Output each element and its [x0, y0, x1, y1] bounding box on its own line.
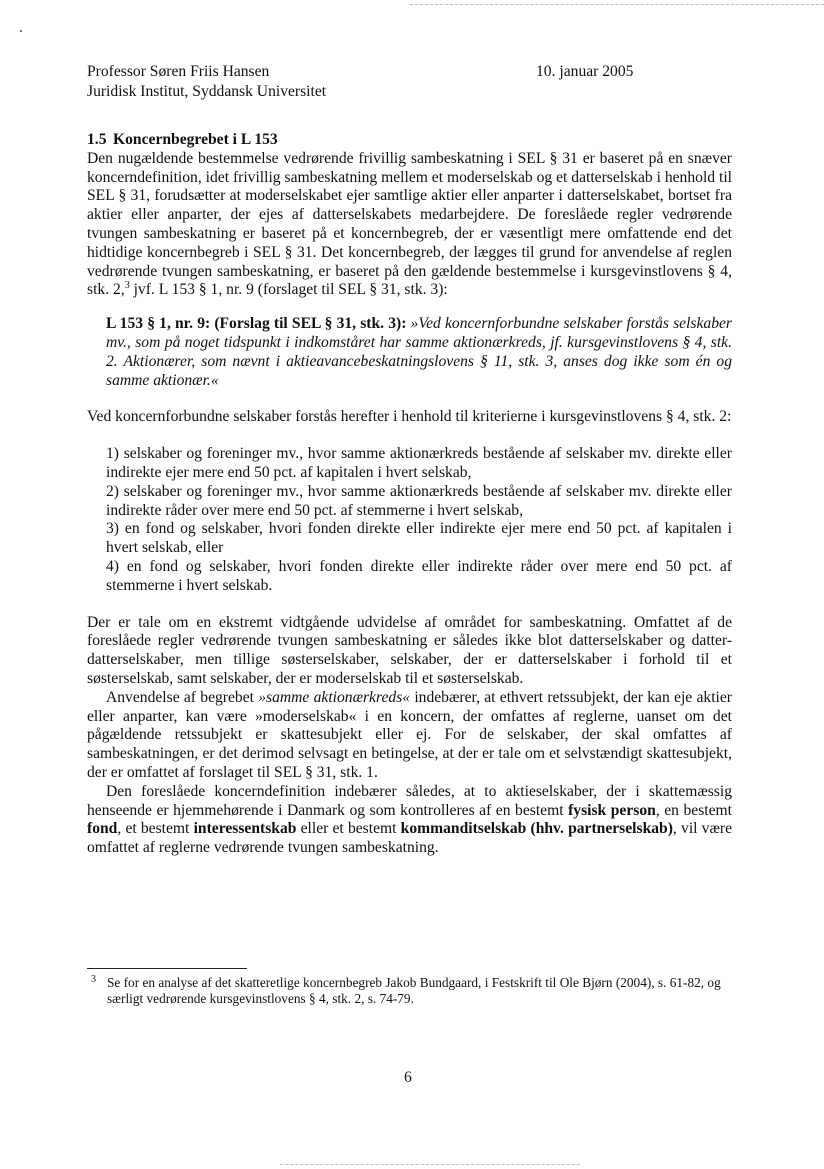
section-title: Koncernbegrebet i L 153 — [113, 131, 278, 148]
criteria-intro: Ved koncernforbundne selskaber forstås herefter i henhold til kriterierne i kursgevinstlovens § 4, stk. 2: — [87, 408, 732, 426]
legal-quote — [106, 315, 732, 390]
para3-text: , vil være omfattet af reglerne vedrørende tvungen sambeskatning. — [87, 820, 732, 857]
term-kommanditselskab: kommanditselskab (hhv. partnerselskab) — [400, 820, 673, 838]
section-heading — [87, 131, 732, 150]
list-item: 3) en fond og selskaber, hvori fonden direkte eller indirekte ejer mere end 50 pct. af kapitalen i hvert selskab, eller — [106, 520, 732, 557]
list-item: 4) en fond og selskaber, hvori fonden direkte eller indirekte råder over mere end 50 pct. af stemmerne i hvert selskab. — [106, 557, 732, 594]
page-number: 6 — [404, 1069, 412, 1086]
author-name: Professor Søren Friis Hansen — [87, 63, 270, 80]
paragraph-definition — [87, 783, 732, 858]
term-fysisk-person: fysisk person — [568, 801, 656, 819]
section-number: 1.5 — [87, 131, 107, 148]
para3-text: , en bestemt — [655, 801, 732, 819]
para3-text: , et bestemt — [117, 820, 194, 838]
scan-edge-top — [410, 4, 824, 5]
para3-text: Den foreslåede koncerndefinition indebærer således, at to aktieselskaber, der i skattemæssig henseende er hjemmehørende i Danmark og som kontrolleres af en bestemt — [87, 782, 732, 819]
footnote-number: 3 — [91, 974, 96, 985]
quote-text: »Ved koncernforbundne selskaber forstås selskaber mv., som på noget tidspunkt i indkomståret har samme aktionærkreds, jf. kursgevinstlovens § 4, stk. 2. Aktionærer, som nævnt i aktieavancebeskatningslovens § 11, stk. 3, anses dog ikke som én og samme aktionær.« — [106, 315, 732, 389]
paragraph-scope: Der er tale om en ekstremt vidtgående udvidelse af området for sambeskatning. Omfattet af de foreslåede regler vedrørende tvungen sambeskatning er således ikke blot datterselskaber og datter-datterselskaber, men tillige søsterselskaber, selskaber, der er datterselskaber i forhold til et søsterselskab, samt selskaber, der er moderselskab til et søsterselskab. — [87, 613, 732, 687]
footnote-ref: 3 — [124, 280, 130, 292]
page-header-date: 10. januar 2005 — [536, 63, 634, 80]
paragraph-aktionaerkreds — [87, 689, 732, 783]
intro-paragraph — [87, 150, 732, 300]
scan-speck — [20, 30, 22, 32]
footnote-text: Se for en analyse af det skatteretlige koncernbegreb Jakob Bundgaard, i Festskrift til Ole Bjørn (2004), s. 61-82, og særligt vedrørende kursgevinstlovens § 4, stk. 2, s. 74-79. — [107, 975, 721, 1006]
page-header-author — [87, 62, 326, 102]
quote-lead: L 153 § 1, nr. 9: (Forslag til SEL § 31, stk. 3): — [106, 315, 407, 333]
list-item: 2) selskaber og foreninger mv., hvor samme aktionærkreds bestående af selskaber mv. direkte eller indirekte råder over mere end 50 pct. af stemmerne i hvert selskab, — [106, 482, 732, 519]
para3-text: eller et bestemt — [296, 820, 401, 838]
para2-text: Anvendelse af begrebet — [106, 688, 259, 706]
intro-text-cont: jvf. L 153 § 1, nr. 9 (forslaget til SEL § 31, stk. 3): — [129, 281, 448, 299]
list-item: 1) selskaber og foreninger mv., hvor samme aktionærkreds bestående af selskaber mv. direkte eller indirekte ejer mere end 50 pct. af kapitalen i hvert selskab, — [106, 445, 732, 481]
footnote-divider — [87, 968, 247, 969]
scan-edge-bottom — [280, 1164, 580, 1165]
term-interessentskab: interessentskab — [193, 820, 297, 838]
intro-text: Den nugældende bestemmelse vedrørende frivillig sambeskatning i SEL § 31 er baseret på en snæver koncerndefinition, idet frivillig sambeskatning mellem et moderselskab og et datterselskab i henhold til SEL § 31, forudsætter at moderselskabet ejer samtlige aktier eller anparter i datterselskabet, bortset fra aktier eller anparter, der ejes af datterselskabets medarbejdere. De foreslåede regler vedrørende tvungen sambeskatning er baseret på et koncernbegreb, der er væsentligt mere omfattende end det hidtidige koncernbegreb i SEL § 31. Det koncernbegreb, der lægges til grund for anvendelse af reglen vedrørende tvungen sambeskatning, er baseret på den gældende bestemmelse i kursgevinstlovens § 4, stk. 2, — [87, 149, 732, 299]
institution-name: Juridisk Institut, Syddansk Universitet — [87, 83, 327, 100]
para2-term: »samme aktionærkreds« — [258, 688, 411, 706]
term-fond: fond — [87, 820, 118, 838]
para2-text-cont: indebærer, at ethvert retssubjekt, der kan eje aktier eller anparter, kan være »moderselskab« i en koncern, der omfattes af reglerne, uanset om det pågældende retssubjekt er skattesubjekt eller ej. For de selskaber, der skal omfattes af sambeskatningen, er det derimod selvsagt en betingelse, at der er tale om et selvstændigt skattesubjekt, der er omfattet af forslaget til SEL § 31, stk. 1. — [87, 688, 732, 781]
document-body — [87, 131, 732, 858]
footnote — [87, 975, 732, 1007]
criteria-list — [106, 445, 732, 595]
